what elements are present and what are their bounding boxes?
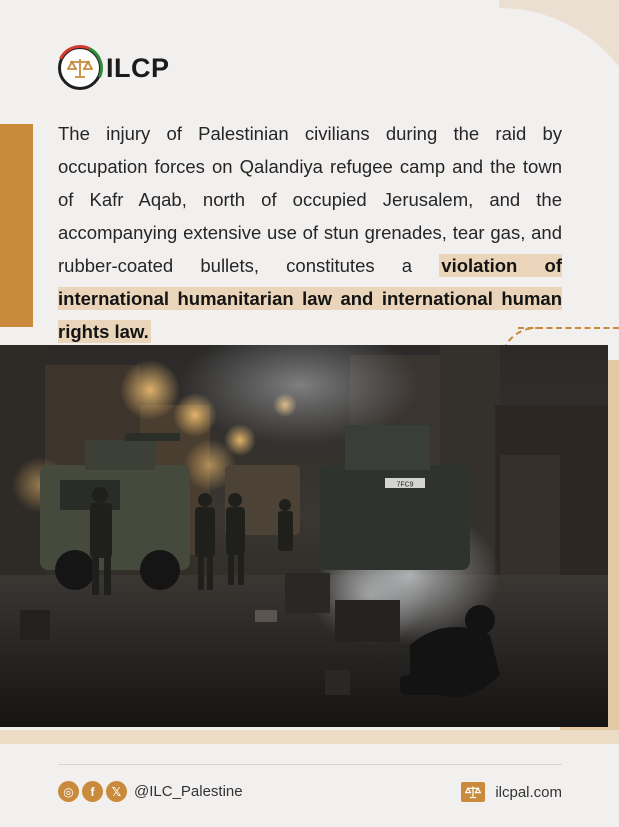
instagram-icon[interactable]: ◎ [58,781,79,802]
facebook-icon[interactable]: f [82,781,103,802]
website-link[interactable] [461,782,562,802]
accent-bar-left [0,124,33,327]
social-handle[interactable]: @ILC_Palestine [134,783,243,800]
logo-emblem [58,46,102,90]
logo-text: ILCP [106,52,170,83]
scales-of-justice-icon [461,782,485,802]
article-text [58,117,562,348]
brand-logo [58,46,170,90]
vehicle-plate: 7FC9 [396,481,414,489]
article-text-plain: The injury of Palestinian civilians during the raid by occupation forces on Qalandiya refugee camp and the town of Kafr Aqab, north of occupied Jerusalem, and the accompanying extensive use of stun grenades, tear gas, and rubber-coated bullets, constitutes a [58,123,562,276]
social-links [58,781,243,802]
website-url[interactable]: ilcpal.com [495,783,562,801]
article-text-highlight: violation of international humanitarian law and international human rights law. [58,255,562,342]
footer-divider [58,764,562,765]
raid-photo [0,345,608,727]
scales-of-justice-icon [67,57,93,79]
x-icon[interactable]: 𝕏 [106,781,127,802]
accent-band-bottom [0,730,619,744]
